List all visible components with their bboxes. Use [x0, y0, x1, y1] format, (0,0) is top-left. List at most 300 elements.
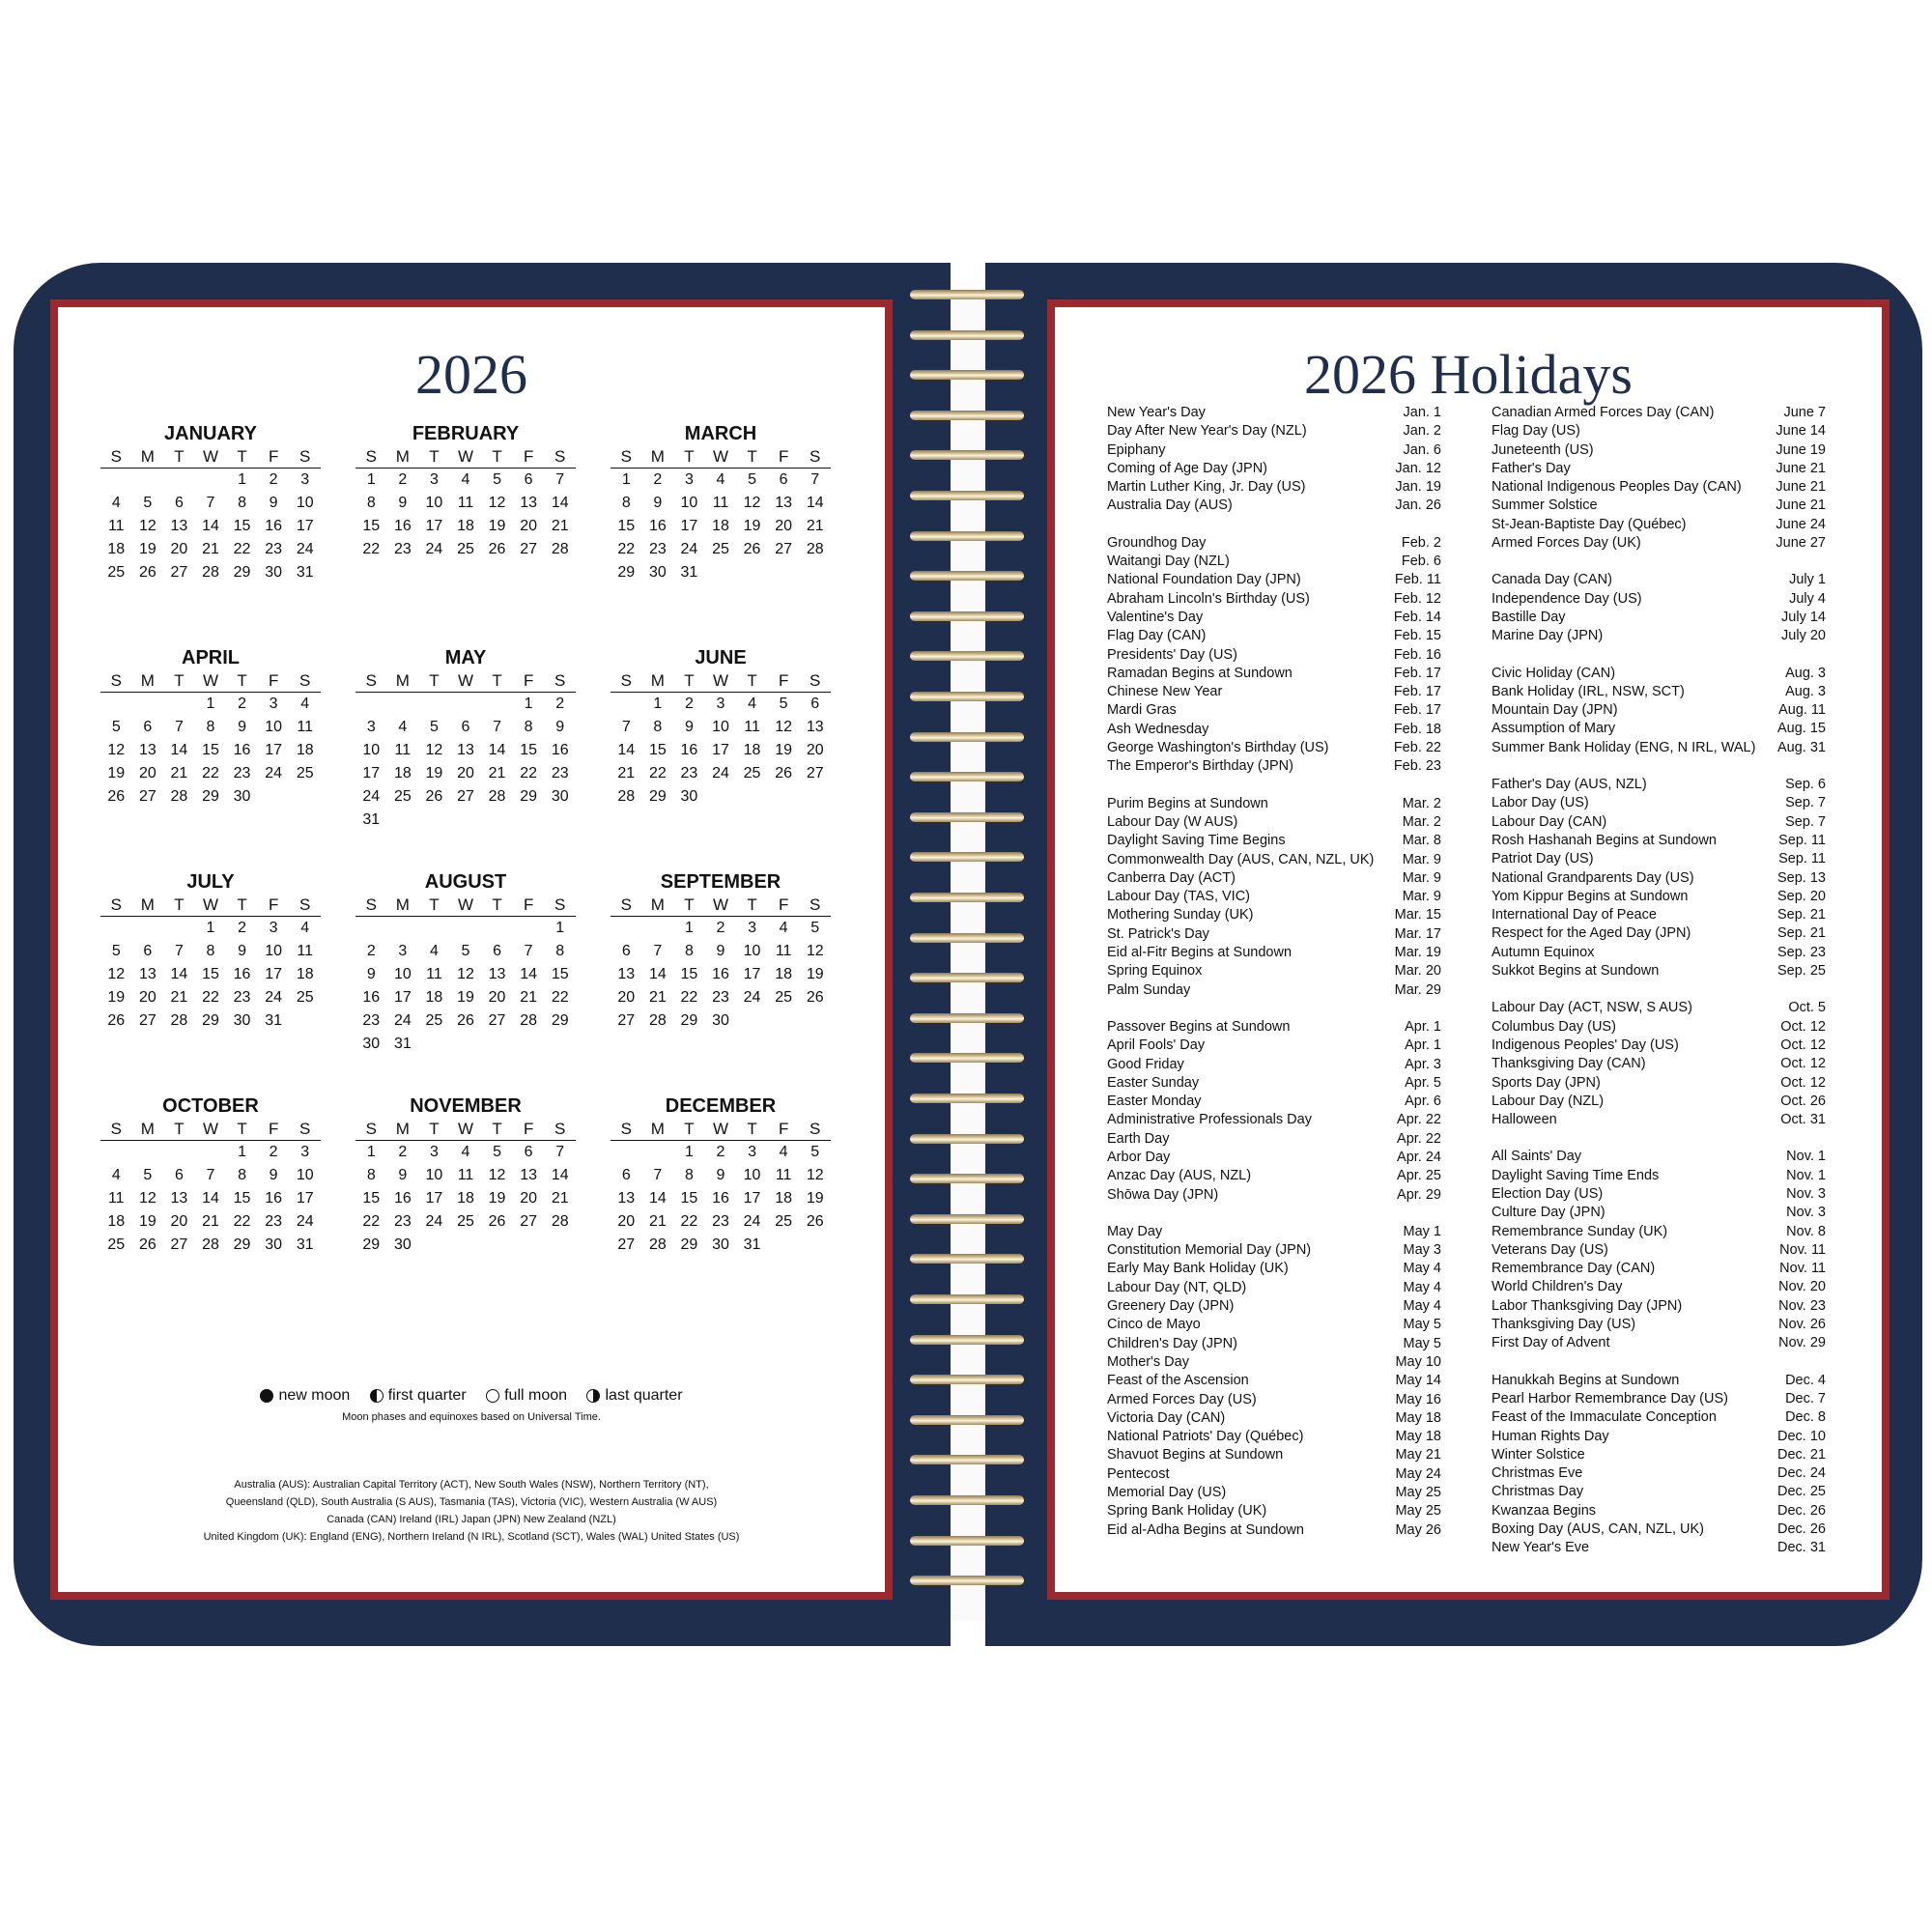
holiday-row [1492, 906, 1826, 924]
holiday-date: May 10 [1395, 1353, 1441, 1370]
day-number: 30 [233, 788, 251, 805]
holiday-name: Halloween [1492, 1112, 1557, 1128]
holiday-date: Nov. 1 [1786, 1167, 1826, 1183]
month-december [611, 1094, 831, 1257]
spiral-ring [910, 973, 1024, 982]
holiday-date: Nov. 3 [1786, 1205, 1826, 1221]
holiday-row [1492, 813, 1826, 832]
holiday-name: Boxing Day (AUS, CAN, NZL, UK) [1492, 1521, 1704, 1538]
day-number: 20 [520, 1190, 538, 1207]
holiday-row [1492, 1297, 1826, 1316]
holiday-row [1107, 1372, 1441, 1390]
spiral-ring [910, 290, 1024, 299]
day-number: 26 [107, 788, 126, 805]
holiday-month-group [1492, 665, 1826, 757]
holiday-row [1492, 739, 1826, 757]
day-number: 27 [617, 1236, 636, 1253]
day-number: 3 [300, 1144, 310, 1160]
day-number: 16 [712, 1190, 729, 1207]
day-grid [611, 917, 831, 1033]
holiday-row [1107, 609, 1441, 627]
day-number: 20 [775, 518, 793, 534]
day-number: 11 [775, 1167, 792, 1183]
day-number: 25 [107, 564, 126, 581]
day-number: 17 [296, 1190, 314, 1207]
day-number: 13 [520, 495, 538, 511]
day-number: 22 [648, 765, 667, 781]
day-number: 14 [648, 1190, 667, 1207]
holiday-name: Ramadan Begins at Sundown [1107, 665, 1293, 681]
day-number: 20 [457, 765, 474, 781]
holiday-date: Oct. 12 [1780, 1074, 1826, 1091]
day-number: 8 [524, 719, 533, 735]
day-number: 25 [775, 989, 793, 1006]
holiday-name: Ash Wednesday [1107, 721, 1209, 737]
holiday-name: Hanukkah Begins at Sundown [1492, 1372, 1680, 1388]
holiday-date: Feb. 18 [1393, 721, 1441, 737]
day-number: 16 [233, 742, 251, 758]
day-number: 11 [457, 1167, 474, 1183]
holiday-row [1492, 460, 1826, 478]
holiday-name: Anzac Day (AUS, NZL) [1107, 1168, 1252, 1184]
day-number: 25 [743, 765, 761, 781]
day-number: 18 [775, 1190, 793, 1207]
empty-day [163, 469, 195, 492]
day-number: 21 [648, 989, 667, 1006]
day-number: 24 [712, 765, 729, 781]
day-number: 21 [202, 1213, 219, 1230]
holiday-name: Spring Bank Holiday (UK) [1107, 1503, 1267, 1520]
holiday-date: Dec. 4 [1785, 1372, 1826, 1388]
holiday-date: July 1 [1789, 572, 1826, 588]
holiday-name: Bank Holiday (IRL, NSW, SCT) [1492, 683, 1685, 699]
spiral-ring [910, 933, 1024, 943]
holiday-name: International Day of Peace [1492, 907, 1657, 923]
holiday-date: Dec. 26 [1777, 1502, 1826, 1519]
holiday-row [1107, 739, 1441, 757]
day-number: 28 [170, 788, 188, 805]
holiday-date: Oct. 26 [1780, 1093, 1826, 1109]
holiday-name: Labour Day (ACT, NSW, S AUS) [1492, 1000, 1692, 1016]
holiday-date: Mar. 2 [1402, 795, 1441, 811]
weekday-header: S [620, 671, 632, 690]
holiday-name: Presidents' Day (US) [1107, 646, 1237, 663]
holiday-row [1107, 1428, 1441, 1446]
holiday-row [1492, 609, 1826, 627]
holiday-date: Apr. 1 [1405, 1037, 1441, 1054]
holiday-date: Sep. 20 [1777, 888, 1826, 904]
weekday-header: S [810, 447, 821, 466]
weekday-header: T [237, 1120, 247, 1138]
day-number: 6 [143, 719, 153, 735]
month-february [355, 421, 576, 561]
month-name: JULY [186, 871, 235, 893]
weekday-header: F [523, 1120, 534, 1138]
day-number: 3 [684, 471, 694, 488]
holiday-name: Yom Kippur Begins at Sundown [1492, 888, 1689, 904]
holiday-row [1107, 1167, 1441, 1185]
holiday-date: June 24 [1776, 516, 1826, 532]
month-july [100, 869, 321, 1033]
weekday-header: W [202, 895, 219, 914]
holiday-name: Easter Sunday [1107, 1074, 1200, 1091]
day-number: 23 [233, 765, 251, 781]
day-number: 7 [206, 1167, 215, 1183]
day-number: 6 [174, 495, 184, 511]
spiral-ring [910, 732, 1024, 742]
day-number: 19 [743, 518, 761, 534]
weekday-header: T [747, 447, 757, 466]
holiday-date: Sep. 25 [1777, 963, 1826, 980]
month-june [611, 645, 831, 809]
day-number: 2 [398, 1144, 408, 1160]
day-number: 13 [488, 966, 506, 982]
day-number: 5 [493, 1144, 502, 1160]
day-number: 16 [393, 1190, 412, 1207]
holiday-name: Sukkot Begins at Sundown [1492, 963, 1660, 980]
spiral-ring [910, 1013, 1024, 1023]
day-grid [100, 693, 321, 809]
holiday-name: Eid al-Fitr Begins at Sundown [1107, 945, 1293, 961]
weekday-header: S [810, 1120, 821, 1138]
weekday-header-row [100, 670, 321, 693]
weekday-header: W [457, 895, 474, 914]
holiday-date: Mar. 9 [1402, 889, 1441, 905]
day-number: 19 [457, 989, 474, 1006]
day-number: 25 [457, 541, 474, 557]
day-number: 8 [366, 495, 376, 511]
day-number: 1 [206, 696, 215, 712]
day-number: 29 [648, 788, 667, 805]
day-number: 23 [551, 765, 569, 781]
day-number: 30 [393, 1236, 412, 1253]
day-number: 20 [520, 518, 538, 534]
day-number: 29 [680, 1012, 698, 1029]
weekday-header: M [650, 671, 665, 690]
holiday-date: Apr. 1 [1405, 1018, 1441, 1035]
last-quarter-icon [586, 1389, 600, 1403]
weekday-header: W [712, 671, 729, 690]
day-number: 20 [170, 1213, 188, 1230]
holiday-date: June 14 [1776, 423, 1826, 440]
holiday-name: Administrative Professionals Day [1107, 1112, 1312, 1128]
holiday-date: Dec. 21 [1777, 1446, 1826, 1463]
day-number: 13 [617, 1190, 636, 1207]
day-number: 6 [143, 943, 153, 959]
holiday-row [1107, 1297, 1441, 1316]
day-number: 8 [621, 495, 631, 511]
holiday-date: Oct. 31 [1780, 1112, 1826, 1128]
weekday-header: T [429, 1120, 440, 1138]
holiday-name: Day After New Year's Day (NZL) [1107, 423, 1307, 440]
weekday-header: S [110, 671, 122, 690]
day-number: 10 [296, 495, 314, 511]
day-number: 9 [716, 1167, 725, 1183]
day-number: 5 [429, 719, 439, 735]
day-number: 3 [748, 920, 757, 936]
day-number: 28 [520, 1012, 538, 1029]
spiral-ring [910, 1174, 1024, 1183]
day-number: 2 [238, 920, 247, 936]
day-number: 3 [748, 1144, 757, 1160]
weekday-header: T [492, 1120, 502, 1138]
holiday-row [1107, 1484, 1441, 1502]
day-number: 28 [202, 564, 219, 581]
day-number: 17 [265, 742, 283, 758]
day-number: 25 [775, 1213, 793, 1230]
day-number: 23 [712, 989, 729, 1006]
day-number: 3 [716, 696, 725, 712]
holiday-name: Constitution Memorial Day (JPN) [1107, 1242, 1312, 1259]
holiday-name: Assumption of Mary [1492, 721, 1616, 737]
day-number: 21 [806, 518, 824, 534]
day-number: 28 [551, 1213, 569, 1230]
day-number: 19 [425, 765, 443, 781]
day-number: 26 [488, 541, 506, 557]
weekday-header: M [140, 895, 155, 914]
empty-day [132, 917, 164, 940]
day-number: 23 [393, 1213, 412, 1230]
day-number: 8 [238, 495, 247, 511]
day-number: 17 [425, 1190, 443, 1207]
legend-item: first quarter [370, 1387, 467, 1405]
day-number: 5 [810, 920, 820, 936]
holiday-row [1107, 1037, 1441, 1055]
spiral-ring [910, 611, 1024, 621]
day-number: 4 [111, 495, 121, 511]
day-number: 7 [493, 719, 502, 735]
holiday-row [1107, 851, 1441, 869]
holiday-date: Aug. 15 [1777, 721, 1826, 737]
day-number: 18 [296, 742, 314, 758]
empty-day [387, 693, 419, 716]
holiday-month-group [1492, 999, 1826, 1129]
holiday-date: Feb. 11 [1394, 572, 1441, 588]
day-number: 19 [806, 1190, 824, 1207]
abbreviation-line: Canada (CAN) Ireland (IRL) Japan (JPN) New Zealand (NZL) [327, 1514, 616, 1525]
day-number: 15 [648, 742, 667, 758]
day-number: 15 [233, 1190, 251, 1207]
day-number: 9 [398, 495, 408, 511]
day-number: 14 [648, 966, 667, 982]
holiday-name: Eid al-Adha Begins at Sundown [1107, 1521, 1304, 1538]
weekday-header: W [457, 447, 474, 466]
day-number: 20 [617, 989, 636, 1006]
holiday-row [1492, 1446, 1826, 1464]
empty-day [355, 693, 387, 716]
holiday-date: June 19 [1776, 441, 1826, 458]
holiday-date: Nov. 20 [1778, 1279, 1826, 1295]
spiral-ring [910, 1294, 1024, 1304]
day-number: 3 [429, 1144, 439, 1160]
day-number: 17 [680, 518, 698, 534]
day-number: 20 [138, 989, 156, 1006]
day-number: 28 [202, 1236, 219, 1253]
holiday-date: Apr. 25 [1397, 1168, 1441, 1184]
day-number: 23 [680, 765, 698, 781]
abbreviation-line: Australia (AUS): Australian Capital Territory (ACT), New South Wales (NSW), Northern Territory (NT), [234, 1479, 709, 1491]
day-number: 22 [617, 541, 636, 557]
day-number: 9 [238, 943, 247, 959]
day-number: 9 [238, 719, 247, 735]
empty-day [163, 693, 195, 716]
holiday-name: Indigenous Peoples' Day (US) [1492, 1037, 1679, 1053]
holiday-date: Mar. 29 [1394, 981, 1441, 998]
day-number: 13 [520, 1167, 538, 1183]
holiday-row [1492, 1074, 1826, 1093]
holiday-row [1107, 627, 1441, 645]
holiday-name: April Fools' Day [1107, 1037, 1206, 1054]
day-number: 1 [555, 920, 565, 936]
day-number: 14 [488, 742, 506, 758]
holiday-row [1492, 1408, 1826, 1427]
day-number: 1 [684, 1144, 694, 1160]
weekday-header: S [554, 895, 566, 914]
weekday-header: T [237, 671, 247, 690]
month-name: NOVEMBER [410, 1095, 522, 1117]
day-number: 25 [296, 765, 314, 781]
empty-day [195, 1141, 227, 1164]
day-number: 4 [300, 920, 310, 936]
day-number: 5 [748, 471, 757, 488]
holiday-date: Sep. 21 [1777, 907, 1826, 923]
holiday-name: Juneteenth (US) [1492, 441, 1594, 458]
holiday-name: Early May Bank Holiday (UK) [1107, 1261, 1289, 1277]
holiday-date: Mar. 19 [1394, 945, 1441, 961]
day-number: 26 [107, 1012, 126, 1029]
month-name: MARCH [684, 423, 757, 444]
holiday-date: Sep. 13 [1777, 869, 1826, 886]
holiday-date: Jan. 2 [1403, 423, 1441, 440]
holiday-row [1492, 832, 1826, 850]
day-number: 2 [684, 696, 694, 712]
holiday-name: Armed Forces Day (US) [1107, 1391, 1257, 1407]
holiday-row [1107, 906, 1441, 924]
weekday-header-row [611, 670, 831, 693]
holiday-row [1492, 869, 1826, 888]
month-march [611, 421, 831, 584]
legend-item: last quarter [586, 1387, 682, 1405]
holiday-name: Christmas Day [1492, 1484, 1584, 1500]
spiral-ring [910, 1254, 1024, 1264]
holiday-name: Coming of Age Day (JPN) [1107, 460, 1268, 476]
day-number: 17 [743, 966, 761, 982]
day-number: 12 [488, 495, 506, 511]
weekday-header: T [747, 895, 757, 914]
day-number: 19 [107, 989, 126, 1006]
holiday-name: Flag Day (CAN) [1107, 628, 1207, 644]
holiday-name: May Day [1107, 1223, 1163, 1239]
holiday-row [1107, 460, 1441, 478]
weekday-header: M [395, 447, 410, 466]
day-number: 5 [493, 471, 502, 488]
weekday-header: S [365, 1120, 377, 1138]
day-number: 11 [426, 966, 442, 982]
weekday-header: S [365, 447, 377, 466]
month-name: DECEMBER [665, 1095, 777, 1117]
holiday-date: Dec. 31 [1777, 1540, 1826, 1556]
holiday-name: Culture Day (JPN) [1492, 1205, 1605, 1221]
day-number: 18 [393, 765, 412, 781]
day-number: 30 [233, 1012, 251, 1029]
holiday-date: July 14 [1781, 609, 1826, 625]
holiday-date: May 4 [1403, 1261, 1441, 1277]
day-number: 29 [551, 1012, 569, 1029]
holiday-row [1107, 404, 1441, 422]
day-number: 12 [107, 742, 126, 758]
holiday-name: Palm Sunday [1107, 981, 1191, 998]
holiday-month-group [1107, 1018, 1441, 1205]
day-number: 26 [806, 989, 824, 1006]
holiday-name: Civic Holiday (CAN) [1492, 665, 1616, 681]
day-number: 27 [138, 1012, 156, 1029]
day-number: 7 [524, 943, 533, 959]
holiday-name: First Day of Advent [1492, 1335, 1610, 1351]
day-number: 26 [425, 788, 443, 805]
day-number: 21 [170, 765, 188, 781]
holiday-row [1107, 1502, 1441, 1520]
holiday-name: Father's Day [1492, 460, 1571, 476]
holiday-name: Canada Day (CAN) [1492, 572, 1612, 588]
day-number: 31 [680, 564, 698, 581]
holiday-row [1107, 534, 1441, 553]
holiday-date: Dec. 7 [1785, 1390, 1826, 1406]
day-number: 2 [555, 696, 565, 712]
holiday-name: Cinco de Mayo [1107, 1317, 1201, 1333]
empty-day [100, 917, 132, 940]
empty-day [481, 693, 513, 716]
day-number: 17 [743, 1190, 761, 1207]
day-number: 19 [107, 765, 126, 781]
day-number: 27 [170, 1236, 188, 1253]
holiday-name: George Washington's Birthday (US) [1107, 740, 1329, 756]
day-number: 22 [362, 1213, 381, 1230]
holiday-row [1107, 962, 1441, 980]
holiday-date: Apr. 5 [1405, 1074, 1441, 1091]
holiday-date: Jan. 19 [1395, 479, 1441, 496]
weekday-header: F [523, 671, 534, 690]
holiday-name: Patriot Day (US) [1492, 851, 1594, 867]
holiday-date: Nov. 23 [1778, 1297, 1826, 1314]
abbreviation-line: United Kingdom (UK): England (ENG), Northern Ireland (N IRL), Scotland (SCT), Wales (WAL) United States (US) [203, 1531, 740, 1543]
day-number: 22 [680, 989, 698, 1006]
day-number: 5 [111, 943, 121, 959]
day-number: 18 [712, 518, 729, 534]
holiday-row [1492, 571, 1826, 589]
holiday-row [1492, 1018, 1826, 1037]
holiday-row [1492, 776, 1826, 794]
holiday-row [1107, 1409, 1441, 1428]
holiday-row [1107, 1391, 1441, 1409]
holiday-row [1492, 1334, 1826, 1352]
holiday-row [1492, 1204, 1826, 1222]
holiday-row [1107, 422, 1441, 440]
day-number: 4 [398, 719, 408, 735]
holiday-row [1107, 1149, 1441, 1167]
spiral-ring [910, 1375, 1024, 1384]
holiday-row [1492, 1278, 1826, 1296]
day-number: 31 [296, 1236, 314, 1253]
empty-day [355, 917, 387, 940]
new-moon-icon [260, 1389, 273, 1403]
day-number: 6 [524, 1144, 533, 1160]
day-number: 27 [488, 1012, 506, 1029]
holiday-date: Oct. 12 [1780, 1056, 1826, 1072]
day-number: 26 [457, 1012, 474, 1029]
day-number: 28 [617, 788, 636, 805]
holiday-month-group [1492, 571, 1826, 645]
holiday-name: Good Friday [1107, 1056, 1184, 1072]
